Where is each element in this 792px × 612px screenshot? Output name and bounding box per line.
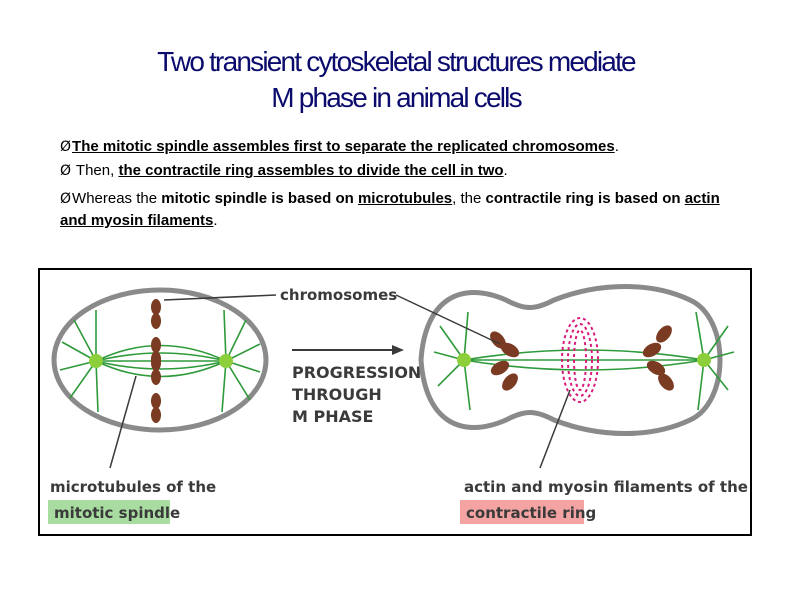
chromosomes-pointer-left	[164, 295, 276, 300]
contractile-ring-label: contractile ring	[466, 504, 597, 522]
bullet-3-end: .	[213, 212, 218, 229]
bullet-3-part-2: mitotic spindle is based on	[161, 190, 358, 207]
title-line-1: Two transient cytoskeletal structures mediate	[157, 46, 635, 77]
actin-myosin-label: actin and myosin filaments of the	[464, 478, 748, 496]
centrosome-right-icon	[219, 354, 233, 368]
microtubules-label: microtubules of the	[50, 478, 217, 496]
bullet-1-text: The mitotic spindle assembles first to separate the replicated chromosomes	[72, 138, 615, 155]
chromosomes-label: chromosomes	[280, 286, 398, 304]
bullet-2-text: the contractile ring assembles to divide the cell in two	[118, 162, 504, 179]
bullet-arrow-icon: Ø	[60, 163, 72, 179]
separated-chromosomes-right	[640, 322, 677, 393]
bullet-list	[60, 136, 740, 232]
bullet-2-end: .	[503, 162, 508, 179]
contractile-ring-pointer	[540, 390, 570, 468]
centrosome-left-icon	[457, 353, 471, 367]
bullet-1	[60, 136, 740, 158]
title-line-2: M phase in animal cells	[271, 82, 521, 113]
bullet-3-part-5: contractile ring is based on	[485, 190, 685, 207]
m-phase-figure	[38, 268, 752, 536]
bullet-2	[60, 160, 740, 182]
bullet-3	[60, 188, 740, 232]
progression-arrow-icon	[292, 345, 404, 355]
dividing-cell	[421, 287, 734, 434]
metaphase-cell	[54, 290, 266, 430]
bullet-arrow-icon: Ø	[60, 191, 72, 207]
bullet-arrow-icon: Ø	[60, 139, 72, 155]
bullet-3-actin-myosin: actin and myosin filaments	[60, 190, 720, 229]
centrosome-left-icon	[89, 354, 103, 368]
mitotic-spindle-label: mitotic spindle	[54, 504, 181, 522]
progression-line-2: THROUGH	[292, 385, 382, 404]
slide-title	[0, 44, 792, 116]
bullet-2-lead: Then,	[72, 162, 119, 179]
bullet-1-end: .	[614, 138, 619, 155]
metaphase-chromosomes	[151, 299, 161, 423]
bullet-3-part-4: , the	[452, 190, 486, 207]
bullet-3-part-1: Whereas the	[72, 190, 162, 207]
centrosome-right-icon	[697, 353, 711, 367]
progression-line-3: M PHASE	[292, 407, 374, 426]
m-phase-diagram	[40, 270, 750, 534]
bullet-3-microtubules: microtubules	[357, 190, 453, 207]
progression-line-1: PROGRESSION	[292, 363, 422, 382]
separated-chromosomes-left	[487, 328, 522, 393]
